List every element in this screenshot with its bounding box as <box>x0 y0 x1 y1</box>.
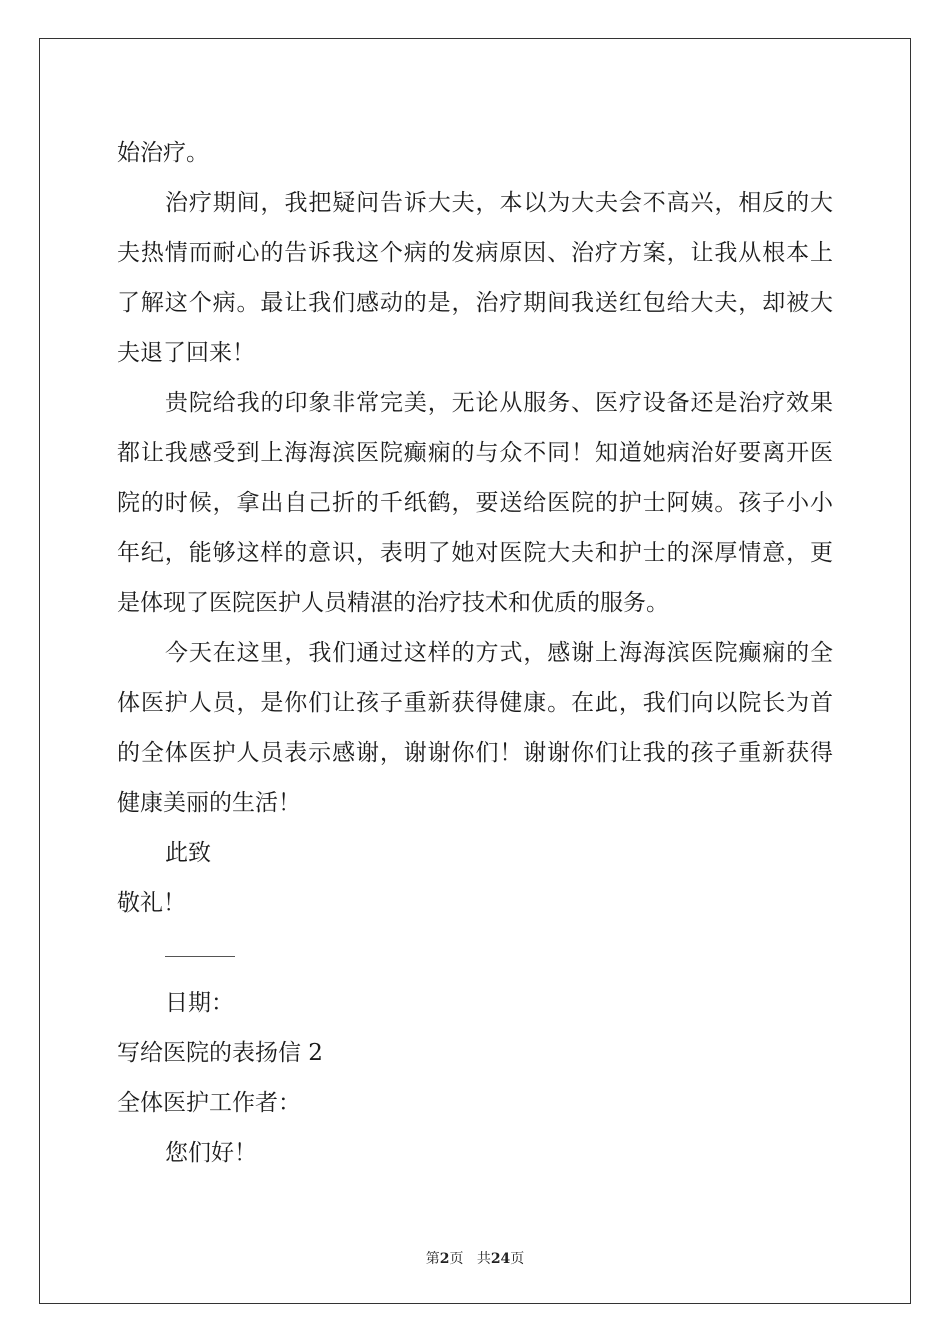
date-line: 日期： <box>165 990 234 1016</box>
total-pages: 24 <box>490 1251 511 1267</box>
text-line-10: 是体现了医院医护人员精湛的治疗技术和优质的服务。 <box>117 590 669 616</box>
text-line-9: 年纪，能够这样的意识，表明了她对医院大夫和护士的深厚情意，更 <box>117 540 833 566</box>
text-line-11: 今天在这里，我们通过这样的方式，感谢上海海滨医院癫痫的全 <box>165 640 833 666</box>
closing-line: 此致 <box>165 840 211 866</box>
text-line-2: 治疗期间，我把疑问告诉大夫，本以为大夫会不高兴，相反的大 <box>165 190 833 216</box>
text-line-1: 始治疗。 <box>117 140 209 166</box>
text-line-7: 都让我感受到上海海滨医院癫痫的与众不同！知道她病治好要离开医 <box>117 440 833 466</box>
text-line-13: 的全体医护人员表示感谢，谢谢你们！谢谢你们让我的孩子重新获得 <box>117 740 833 766</box>
text-line-12: 体医护人员，是你们让孩子重新获得健康。在此，我们向以院长为首 <box>117 690 833 716</box>
text-line-14: 健康美丽的生活！ <box>117 790 301 816</box>
addressee-line: 全体医护工作者： <box>117 1090 301 1116</box>
page-prefix: 第 <box>425 1251 440 1267</box>
text-line-3: 夫热情而耐心的告诉我这个病的发病原因、治疗方案，让我从根本上 <box>117 240 833 266</box>
text-line-8: 院的时候，拿出自己折的千纸鹤，要送给医院的护士阿姨。孩子小小 <box>117 490 833 516</box>
text-line-5: 夫退了回来！ <box>117 340 255 366</box>
page-suffix: 页 <box>449 1251 464 1267</box>
page-footer <box>0 1248 950 1268</box>
total-prefix: 共 <box>476 1251 491 1267</box>
salutation-line: 敬礼！ <box>117 890 186 916</box>
signature-rule <box>165 956 235 957</box>
total-suffix: 页 <box>510 1251 525 1267</box>
document-body <box>117 128 833 1178</box>
section-title: 写给医院的表扬信 2 <box>117 1040 323 1066</box>
greeting-line: 您们好！ <box>165 1140 257 1166</box>
blank-line <box>117 928 833 978</box>
text-line-6: 贵院给我的印象非常完美，无论从服务、医疗设备还是治疗效果 <box>165 390 833 416</box>
page-number: 2 <box>439 1251 450 1267</box>
text-line-4: 了解这个病。最让我们感动的是，治疗期间我送红包给大夫，却被大 <box>117 290 833 316</box>
